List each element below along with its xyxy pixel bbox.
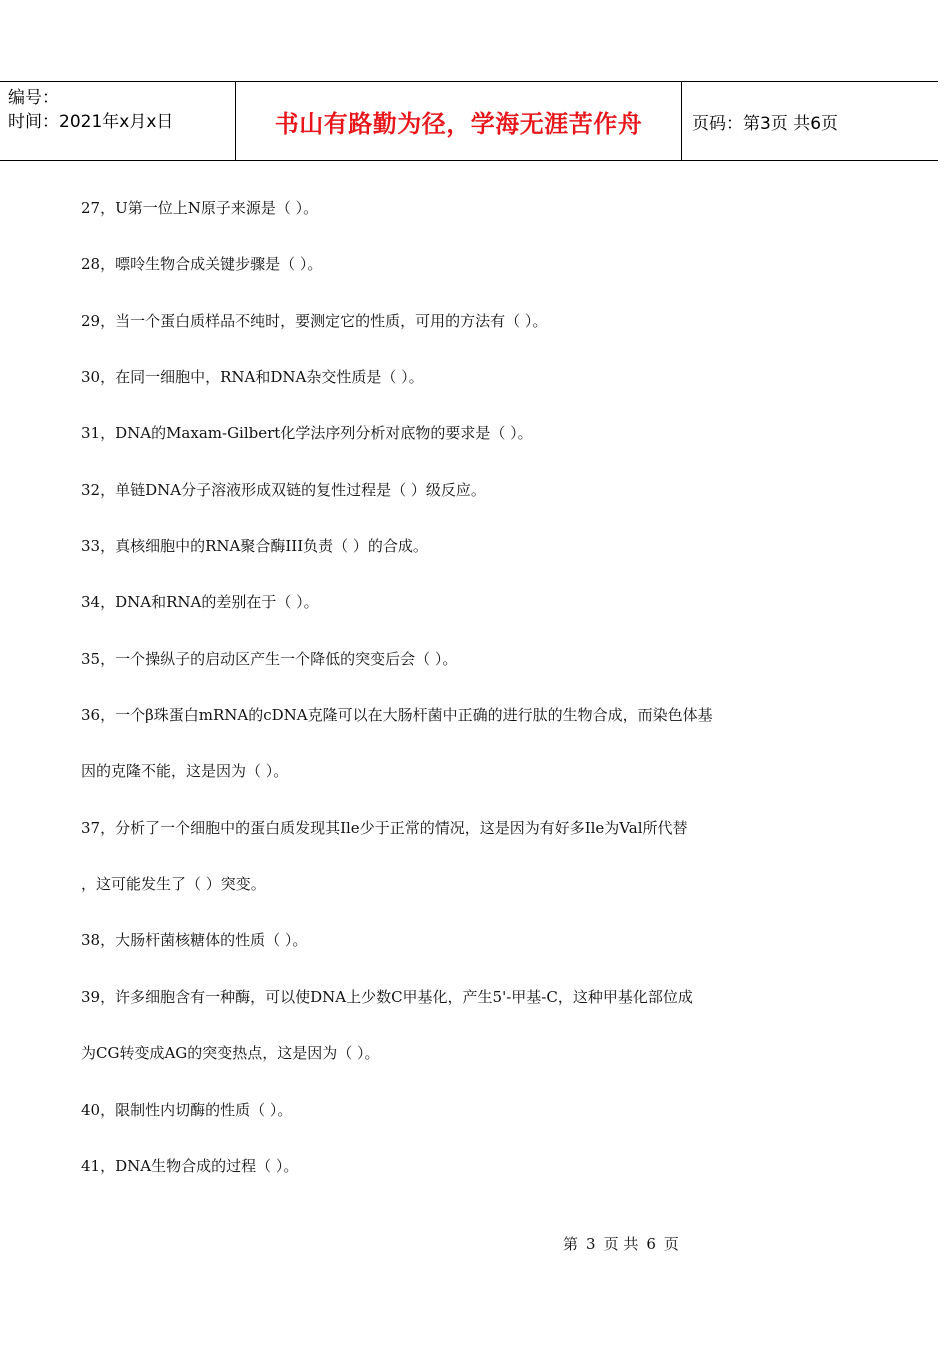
question-list bbox=[81, 192, 841, 1206]
question-line: 34，DNA和RNA的差别在于（ ）。 bbox=[81, 593, 319, 612]
code-label: 编号： bbox=[8, 88, 59, 108]
question-line: 32，单链DNA分子溶液形成双链的复性过程是（ ）级反应。 bbox=[81, 480, 486, 499]
header-motto: 书山有路勤为径，学海无涯苦作舟 bbox=[274, 109, 643, 138]
question-line: 36，一个β珠蛋白mRNA的cDNA克隆可以在大肠杆菌中正确的进行肽的生物合成，而染色体基 bbox=[81, 706, 713, 725]
question-line: 35，一个操纵子的启动区产生一个降低的突变后会（ ）。 bbox=[81, 649, 458, 668]
header-divider-right bbox=[681, 82, 682, 160]
question-line: 29，当一个蛋白质样品不纯时，要测定它的性质，可用的方法有（ ）。 bbox=[81, 311, 548, 330]
question-line: 30，在同一细胞中，RNA和DNA杂交性质是（ ）。 bbox=[81, 368, 424, 387]
question-line-continuation: ，这可能发生了（ ）突变。 bbox=[81, 875, 266, 894]
question-line: 40，限制性内切酶的性质（ ）。 bbox=[81, 1100, 293, 1119]
footer-middle: 页 共 bbox=[603, 1235, 639, 1253]
footer-prefix: 第 bbox=[563, 1235, 579, 1253]
question-line: 41，DNA生物合成的过程（ ）。 bbox=[81, 1156, 299, 1175]
question-line: 38，大肠杆菌核糖体的性质（ ）。 bbox=[81, 931, 308, 950]
question-line: 33，真核细胞中的RNA聚合酶III负责（ ）的合成。 bbox=[81, 537, 428, 556]
time-label: 时间：2021年x月x日 bbox=[8, 112, 174, 132]
footer-current-page: 3 bbox=[586, 1235, 596, 1253]
question-line: 28，嘌呤生物合成关键步骤是（ ）。 bbox=[81, 255, 323, 274]
footer-total-pages: 6 bbox=[646, 1235, 656, 1253]
question-line-continuation: 为CG转变成AG的突变热点，这是因为（ ）。 bbox=[81, 1044, 380, 1063]
footer-suffix: 页 bbox=[663, 1235, 679, 1253]
question-line: 31，DNA的Maxam-Gilbert化学法序列分析对底物的要求是（ ）。 bbox=[81, 424, 533, 443]
footer-page-number bbox=[563, 1234, 679, 1254]
question-line: 37，分析了一个细胞中的蛋白质发现其Ile少于正常的情况，这是因为有好多Ile为Val所代替 bbox=[81, 818, 688, 837]
header-page-indicator: 页码：第3页 共6页 bbox=[692, 113, 839, 134]
question-line: 39，许多细胞含有一种酶，可以使DNA上少数C甲基化，产生5'-甲基-C，这种甲基化部位成 bbox=[81, 987, 693, 1006]
question-line: 27，U第一位上N原子来源是（ ）。 bbox=[81, 199, 319, 217]
question-line-continuation: 因的克隆不能，这是因为（ ）。 bbox=[81, 762, 289, 781]
document-header bbox=[0, 81, 938, 161]
header-meta bbox=[8, 86, 173, 134]
